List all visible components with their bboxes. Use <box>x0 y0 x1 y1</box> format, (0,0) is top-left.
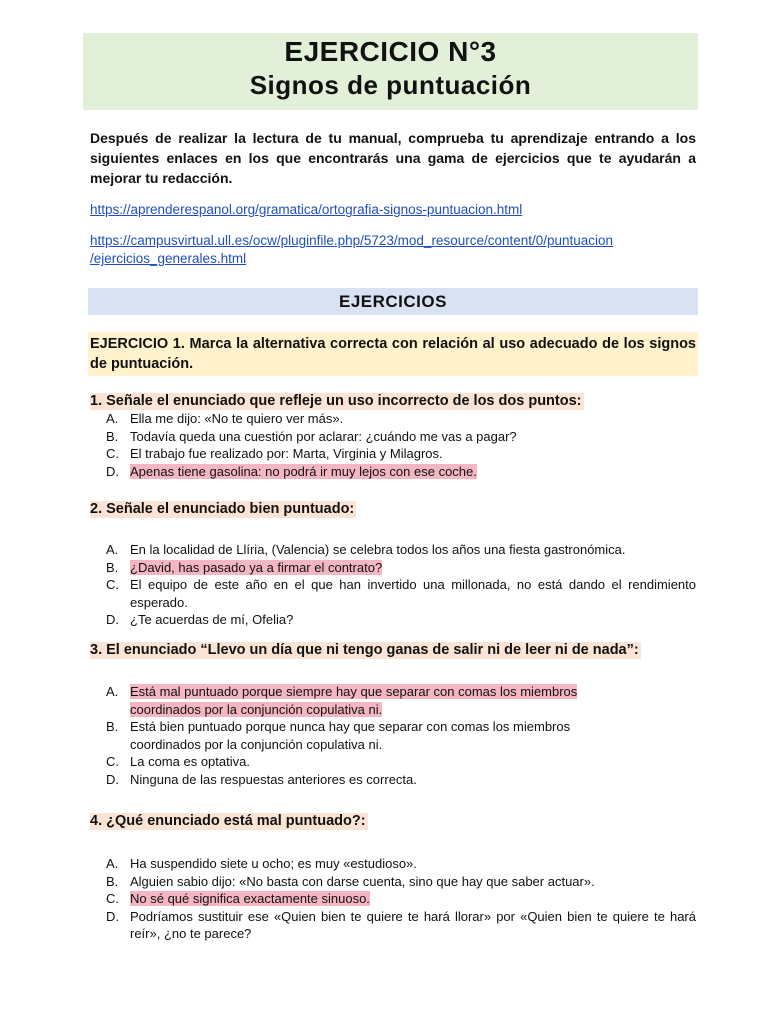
option-selected[interactable] <box>90 683 696 718</box>
option-letter: B. <box>106 428 119 444</box>
option[interactable] <box>90 428 696 446</box>
option-letter: A. <box>106 411 119 426</box>
question-3 <box>90 640 641 660</box>
option[interactable] <box>90 576 696 611</box>
option-text: En la localidad de Llíria, (Valencia) se celebra todos los años una fiesta gastronómica. <box>130 542 626 557</box>
option-text: La coma es optativa. <box>130 754 250 769</box>
option-letter: A. <box>106 684 119 699</box>
question-2-text: 2. Señale el enunciado bien puntuado: <box>90 501 355 517</box>
option[interactable] <box>90 410 696 428</box>
question-4-text: 4. ¿Qué enunciado está mal puntuado?: <box>90 813 366 829</box>
option-text: Ha suspendido siete u ocho; es muy «estudioso». <box>130 856 417 871</box>
option[interactable] <box>90 445 696 463</box>
option[interactable] <box>90 541 696 559</box>
option[interactable] <box>90 855 696 873</box>
option-text: Alguien sabio dijo: «No basta con darse cuenta, sino que hay que saber actuar». <box>130 873 595 889</box>
question-2 <box>90 499 356 519</box>
exercise-instruction: EJERCICIO 1. Marca la alternativa correcta con relación al uso adecuado de los signos de puntuación. <box>90 336 696 372</box>
option-letter: D. <box>106 771 119 787</box>
option-text: Podríamos sustituir ese «Quien bien te quiere te hará llorar» por «Quien bien te quiere te hará reír», ¿no te parece? <box>130 908 696 941</box>
option-text: Ninguna de las respuestas anteriores es correcta. <box>130 771 417 787</box>
selected-answer-text: ¿David, has pasado ya a firmar el contrato? <box>130 559 383 575</box>
exercise-instruction-box <box>88 332 698 376</box>
selected-answer-text: Apenas tiene gasolina: no podrá ir muy lejos con ese coche. <box>130 463 477 479</box>
option-letter: D. <box>106 908 119 924</box>
option-text: ¿Te acuerdas de mí, Ofelia? <box>130 612 294 627</box>
intro-paragraph: Después de realizar la lectura de tu manual, comprueba tu aprendizaje entrando a los siguientes enlaces en los que encontrarás una gama de ejercicios que te ayudarán a mejorar tu redacción. <box>90 130 696 186</box>
question-3-options <box>90 683 696 788</box>
option[interactable] <box>90 771 696 789</box>
option-selected[interactable] <box>90 890 696 908</box>
option-letter: C. <box>106 446 119 461</box>
question-1-options <box>90 410 696 480</box>
question-1 <box>90 391 584 411</box>
option-text-cont: coordinados por la conjunción copulativa ni. <box>130 736 383 752</box>
option-letter: A. <box>106 542 119 557</box>
option-text: Ella me dijo: «No te quiero ver más». <box>130 411 344 426</box>
question-2-options <box>90 541 696 629</box>
page-title: EJERCICIO N°3 <box>284 36 497 67</box>
option-text: Todavía queda una cuestión por aclarar: ¿cuándo me vas a pagar? <box>130 428 517 444</box>
option-letter: C. <box>106 754 119 769</box>
question-4-options <box>90 855 696 943</box>
link-campusvirtual-cont[interactable]: /ejercicios_generales.html <box>90 251 247 266</box>
option-letter: D. <box>106 612 119 627</box>
title-box <box>83 33 698 110</box>
option-letter: B. <box>106 719 119 734</box>
option-letter: B. <box>106 559 119 575</box>
option[interactable] <box>90 753 696 771</box>
option-text: El equipo de este año en el que han invertido una millonada, no está dando el rendimiento esperado. <box>130 577 696 610</box>
page-subtitle: Signos de puntuación <box>249 70 532 100</box>
option-selected[interactable] <box>90 559 696 577</box>
option[interactable] <box>90 718 696 753</box>
option[interactable] <box>90 908 696 943</box>
option-letter: A. <box>106 856 119 871</box>
option-text: Está bien puntuado porque nunca hay que separar con comas los miembros <box>130 719 571 734</box>
option-letter: C. <box>106 577 119 592</box>
link-aprenderespanol[interactable]: https://aprenderespanol.org/gramatica/ortografia-signos-puntuacion.html <box>90 202 523 217</box>
option-letter: C. <box>106 891 119 906</box>
option-letter: D. <box>106 463 119 479</box>
question-4 <box>90 811 368 831</box>
selected-answer-text: No sé qué significa exactamente sinuoso. <box>130 891 370 906</box>
link-campusvirtual[interactable]: https://campusvirtual.ull.es/ocw/pluginfile.php/5723/mod_resource/content/0/puntuacion <box>90 233 614 248</box>
selected-answer-text-cont: coordinados por la conjunción copulativa ni. <box>130 701 383 717</box>
option[interactable] <box>90 611 696 629</box>
section-heading: EJERCICIOS <box>88 288 698 315</box>
option[interactable] <box>90 873 696 891</box>
question-1-text: 1. Señale el enunciado que refleje un uso incorrecto de los dos puntos: <box>90 393 582 409</box>
selected-answer-text: Está mal puntuado porque siempre hay que separar con comas los miembros <box>130 684 578 699</box>
question-3-text: 3. El enunciado “Llevo un día que ni tengo ganas de salir ni de leer ni de nada”: <box>90 642 639 658</box>
option-text: El trabajo fue realizado por: Marta, Virginia y Milagros. <box>130 446 443 461</box>
option-letter: B. <box>106 873 119 889</box>
option-selected[interactable] <box>90 463 696 481</box>
